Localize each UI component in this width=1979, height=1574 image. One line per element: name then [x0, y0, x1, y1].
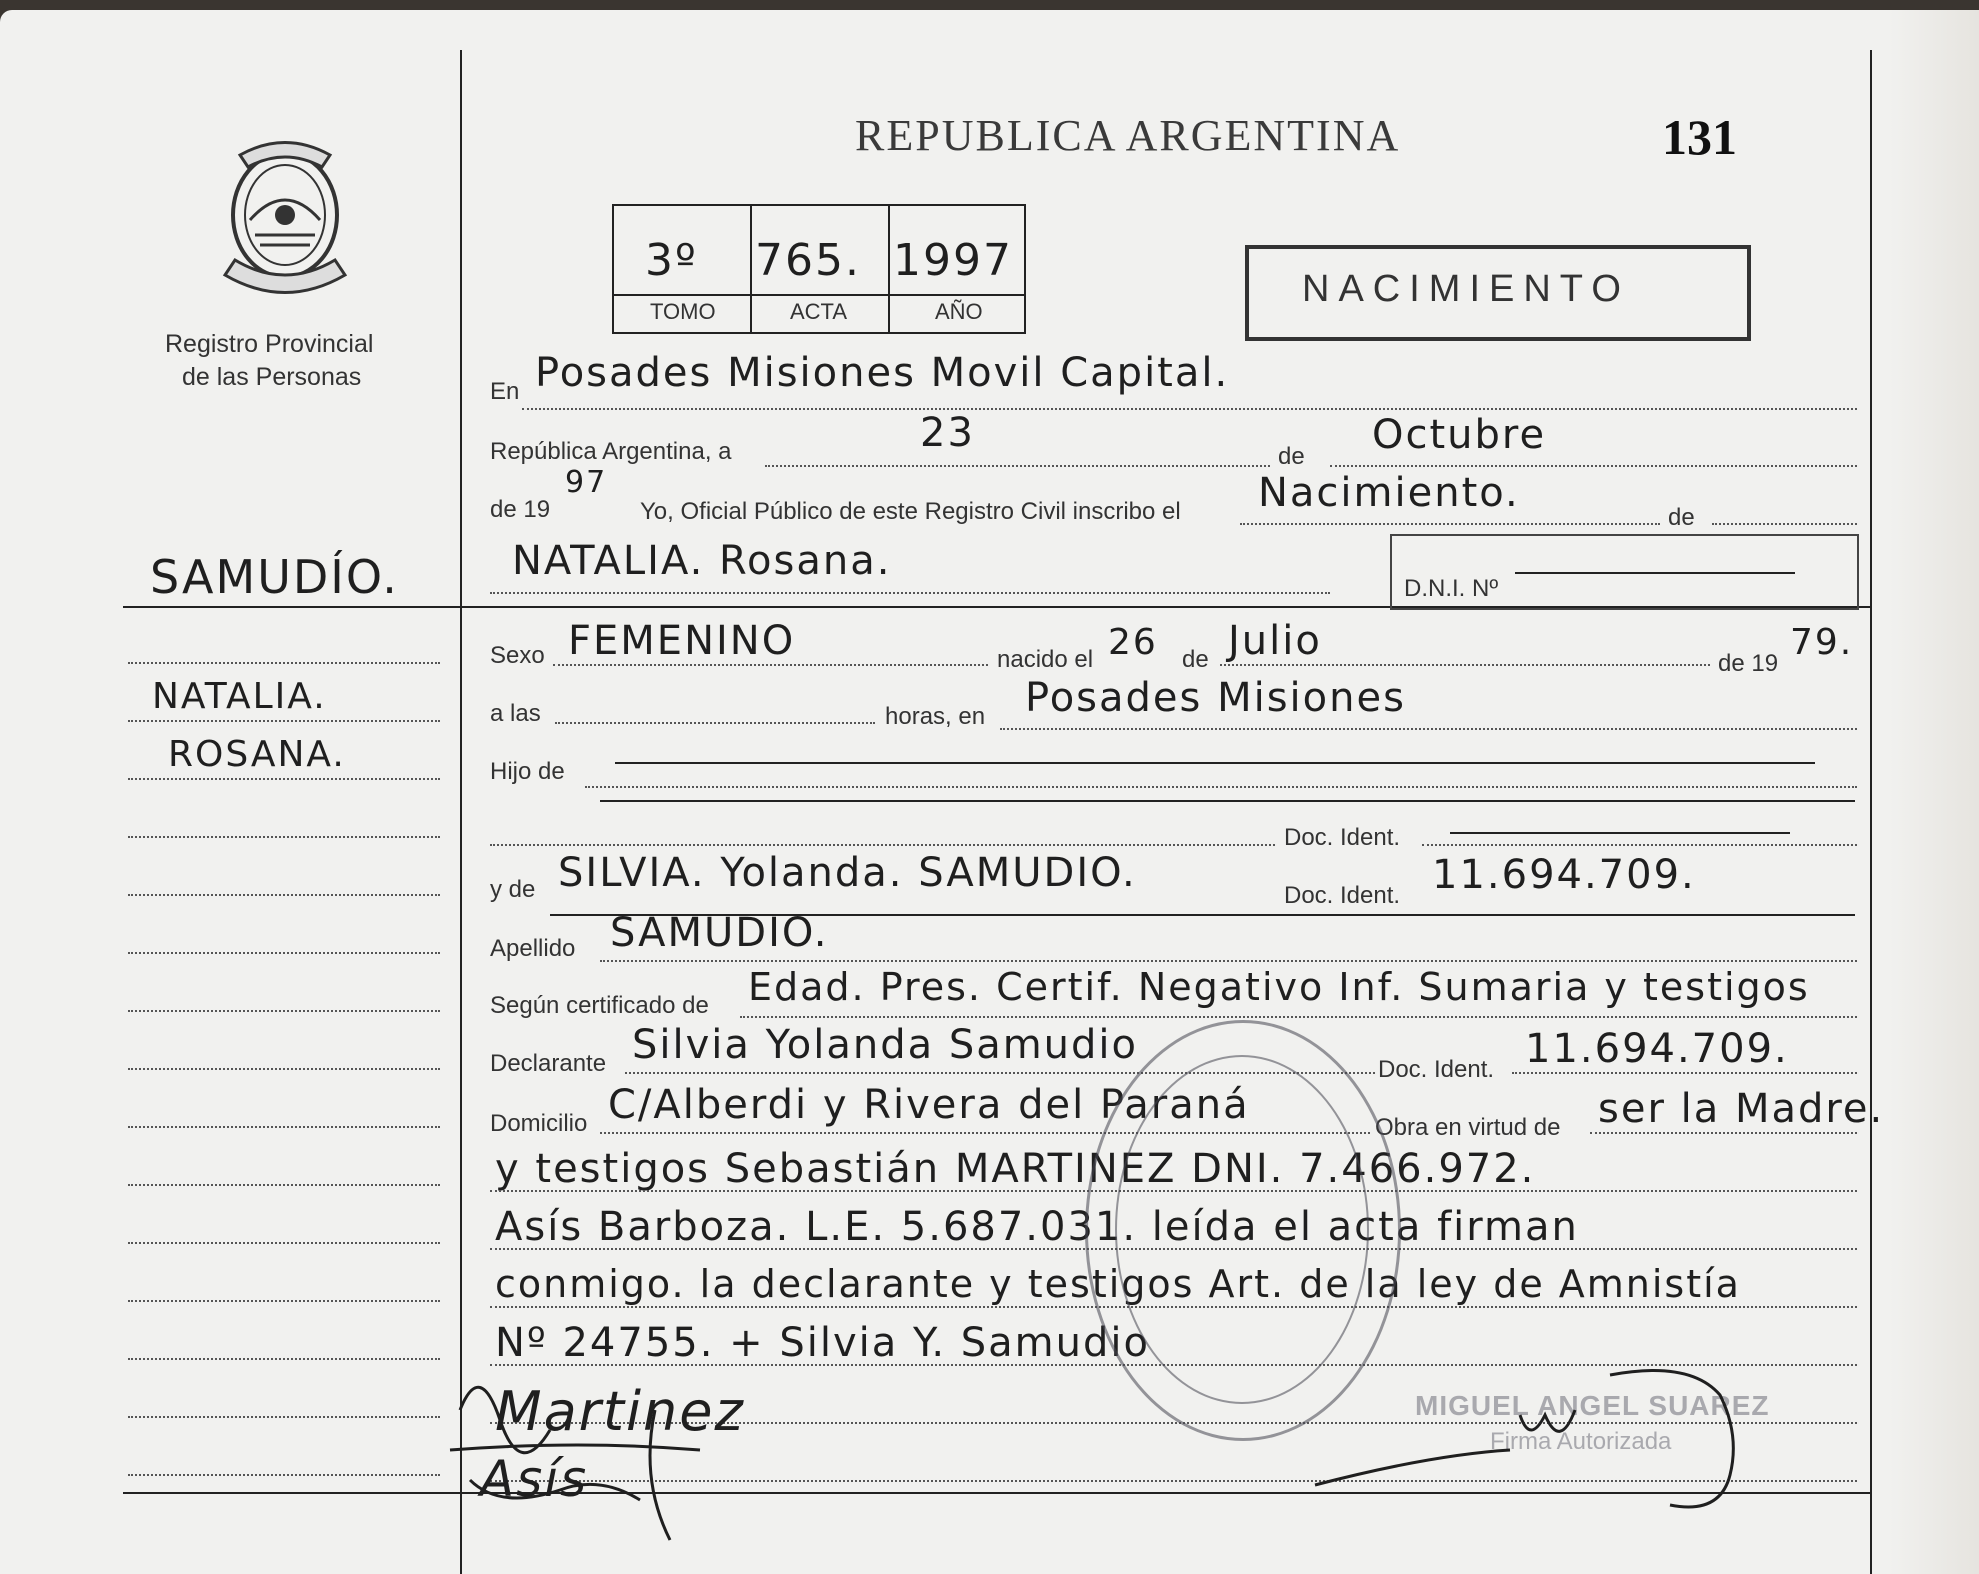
yde-label: y de	[490, 876, 536, 903]
body-line-3: conmigo. la declarante y testigos Art. de la ley de Amnistía	[495, 1262, 1741, 1306]
margin-given-2: ROSANA.	[168, 734, 346, 775]
doc-ident-label-3: Doc. Ident.	[1378, 1056, 1495, 1083]
anio-value: 1997	[893, 235, 1013, 286]
apellido-label: Apellido	[490, 935, 576, 962]
child-name: NATALIA. Rosana.	[512, 538, 892, 584]
margin-surname: SAMUDÍO.	[150, 550, 399, 604]
signature-asis: Asís	[480, 1450, 589, 1508]
declarante-label: Declarante	[490, 1050, 607, 1077]
official-signature-icon	[1310, 1355, 1760, 1525]
hijo-label: Hijo de	[490, 758, 565, 785]
segun-label: Según certificado de	[490, 992, 709, 1019]
signature-scribble-icon	[440, 1350, 860, 1550]
birth-place: Posades Misiones	[1025, 675, 1406, 721]
republica-label: República Argentina, a	[490, 438, 732, 465]
domicilio-value: C/Alberdi y Rivera del Paraná	[608, 1082, 1250, 1128]
inscribo-label: Yo, Oficial Público de este Registro Civil inscribo el	[640, 498, 1181, 525]
de-label-2: de	[1668, 504, 1695, 531]
body-line-1: y testigos Sebastián MARTINEZ DNI. 7.466.972.	[495, 1146, 1536, 1192]
en-value: Posades Misiones Movil Capital.	[535, 350, 1230, 396]
month-value: Octubre	[1372, 412, 1547, 458]
official-name-stamp: MIGUEL ANGEL SUAREZ	[1415, 1390, 1770, 1421]
obra-label: Obra en virtud de	[1375, 1114, 1561, 1141]
alas-label: a las	[490, 700, 541, 727]
tomo-label: TOMO	[650, 299, 716, 324]
misiones-seal-icon	[210, 135, 360, 305]
acta-value: 765.	[755, 235, 861, 286]
mother-name: SILVIA. Yolanda. SAMUDIO.	[558, 850, 1137, 896]
document-page	[0, 10, 1979, 1574]
right-border	[1870, 50, 1872, 1574]
record-type: NACIMIENTO	[1302, 268, 1630, 310]
segun-value: Edad. Pres. Certif. Negativo Inf. Sumaria y testigos	[748, 965, 1810, 1009]
doc-ident-label-2: Doc. Ident.	[1284, 882, 1401, 909]
official-role-stamp: Firma Autorizada	[1490, 1428, 1672, 1455]
anio-label: AÑO	[935, 299, 983, 324]
en-label: En	[490, 378, 520, 405]
de19-label: de 19	[490, 496, 551, 523]
nacido-label: nacido el	[997, 646, 1094, 673]
domicilio-label: Domicilio	[490, 1110, 588, 1137]
declarante-value: Silvia Yolanda Samudio	[632, 1022, 1139, 1068]
de-label: de	[1278, 443, 1305, 470]
sexo-value: FEMENINO	[568, 618, 796, 664]
dni-label: D.N.I. Nº	[1404, 575, 1499, 602]
birth-day: 26	[1108, 622, 1158, 663]
de-label-3: de	[1182, 646, 1209, 673]
page-number: 131	[1662, 109, 1737, 165]
birth-month: Julio	[1228, 618, 1322, 664]
acta-label: ACTA	[790, 299, 848, 324]
sexo-label: Sexo	[490, 642, 545, 669]
de1979-label: de 19	[1718, 650, 1779, 677]
act-value: Nacimiento.	[1258, 470, 1520, 516]
day-value: 23	[920, 410, 975, 456]
country-title: REPUBLICA ARGENTINA	[855, 111, 1401, 160]
body-line-4: Nº 24755. + Silvia Y. Samudio	[495, 1320, 1150, 1366]
apellido-value: SAMUDIO.	[610, 910, 829, 956]
tomo-value: 3º	[645, 235, 698, 286]
margin-divider	[460, 50, 462, 1574]
registry-line1: Registro Provincial	[165, 330, 374, 358]
declarante-doc: 11.694.709.	[1525, 1026, 1789, 1072]
birth-year: 79.	[1790, 622, 1854, 663]
body-line-2: Asís Barboza. L.E. 5.687.031. leída el acta firman	[495, 1204, 1579, 1250]
mother-doc: 11.694.709.	[1432, 852, 1696, 898]
registry-line2: de las Personas	[182, 363, 362, 391]
doc-ident-label-1: Doc. Ident.	[1284, 824, 1401, 851]
margin-given-1: NATALIA.	[152, 676, 327, 717]
signature-martinez: Martinez	[495, 1380, 745, 1443]
obra-value: ser la Madre.	[1598, 1086, 1885, 1132]
year-value: 97	[565, 465, 608, 500]
horas-label: horas, en	[885, 703, 986, 730]
